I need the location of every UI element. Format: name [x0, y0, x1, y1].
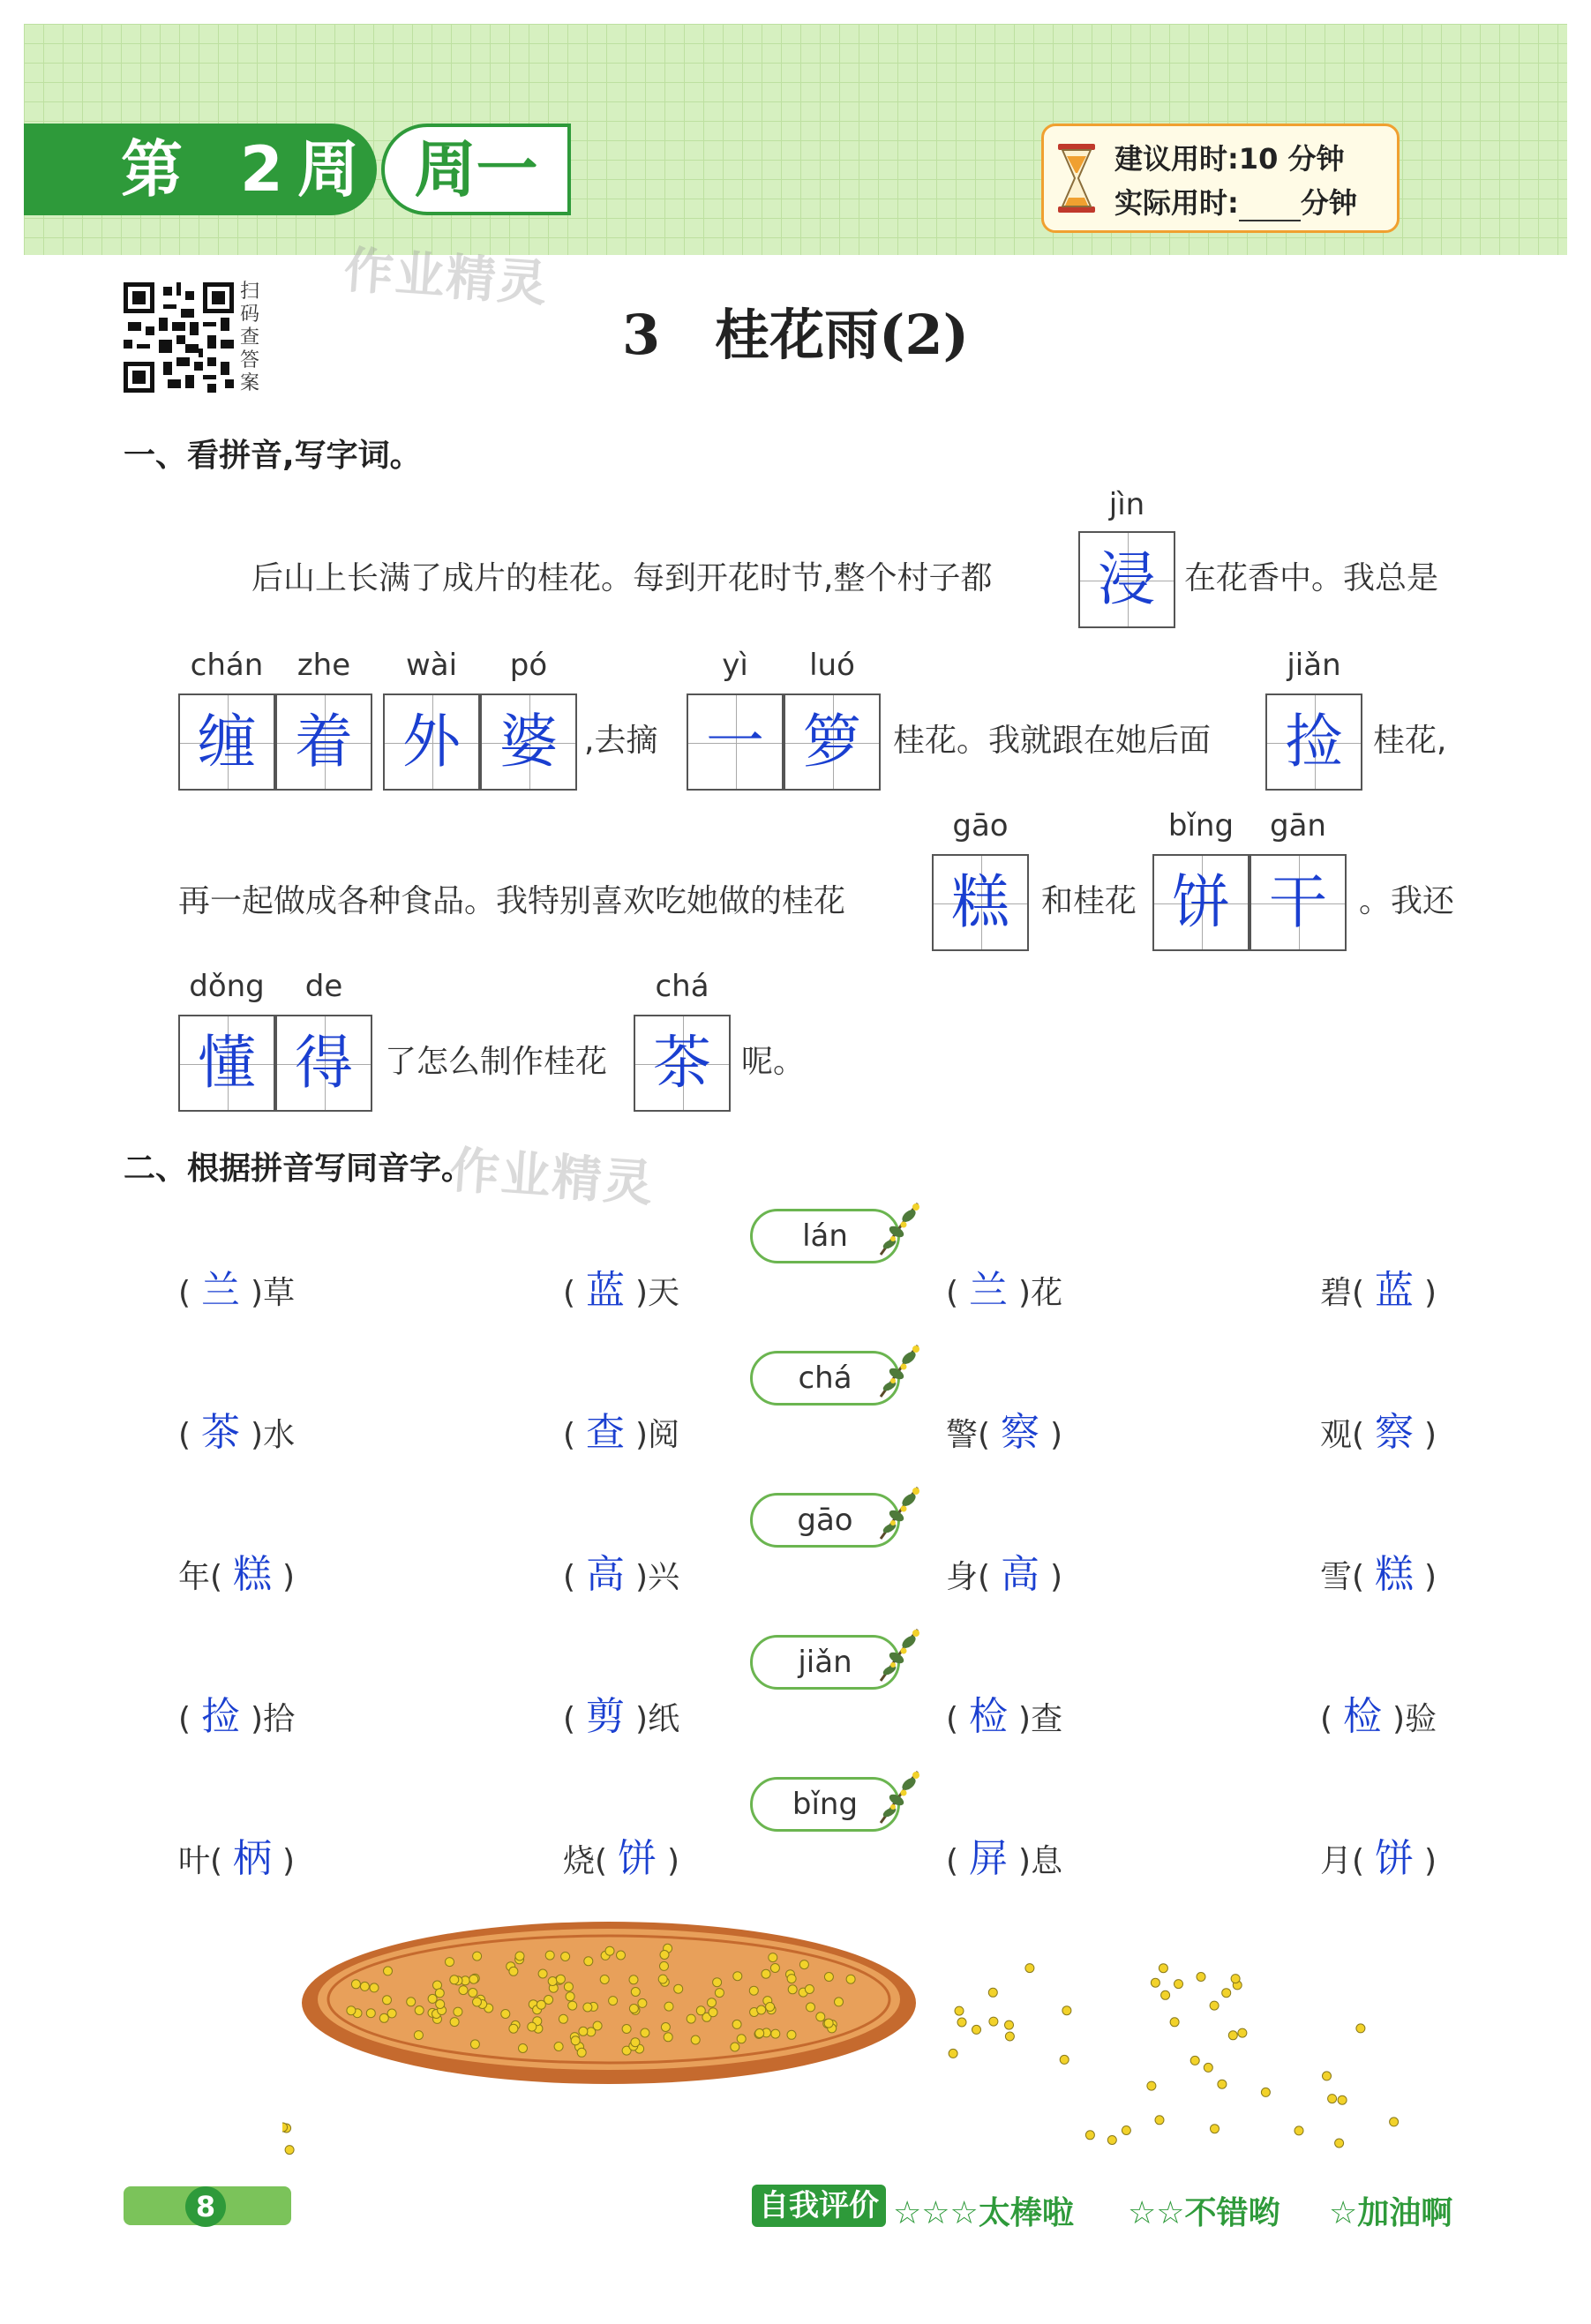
pinyin-label: gān	[1270, 808, 1326, 843]
answer-box[interactable]: 干	[1250, 854, 1347, 951]
item-suffix: )	[667, 1843, 680, 1879]
timer-box	[1041, 124, 1400, 233]
rating-good[interactable]: ☆☆不错哟	[1128, 2195, 1280, 2231]
pinyin-label: wài	[405, 648, 458, 683]
item-prefix: (	[178, 1417, 191, 1453]
item-suffix: )阅	[635, 1417, 680, 1453]
item-suffix: )草	[251, 1275, 296, 1311]
passage-text: 后山上长满了成片的桂花。每到开花时节,整个村子都	[251, 560, 993, 596]
item-suffix: )	[282, 1559, 296, 1595]
star-icon: ☆☆☆	[893, 2195, 979, 2231]
passage-text: 桂花。我就跟在她后面	[893, 723, 1212, 759]
answer-box[interactable]: 外	[383, 693, 480, 791]
passage-text: 和桂花	[1041, 883, 1137, 919]
item-suffix: )息	[1018, 1843, 1063, 1879]
week-suffix: 周	[297, 133, 359, 206]
passage-text: 呢。	[741, 1044, 806, 1080]
pinyin-label: zhe	[296, 648, 351, 683]
answer-box[interactable]: 一	[687, 693, 784, 791]
homophone-item[interactable]	[563, 1684, 679, 1741]
week-tab	[24, 124, 377, 215]
watermark: 作业精灵	[341, 241, 551, 314]
item-answer: 察	[1001, 1410, 1040, 1455]
item-answer: 糕	[1375, 1552, 1415, 1597]
homophone-item[interactable]	[946, 1400, 1062, 1457]
answer-box[interactable]: 浸	[1078, 531, 1175, 628]
pinyin-label: dǒng	[189, 969, 265, 1004]
passage-text: 再一起做成各种食品。我特别喜欢吃她做的桂花	[178, 883, 846, 919]
star-icon: ☆☆	[1128, 2195, 1185, 2231]
item-prefix: (	[563, 1559, 576, 1595]
item-suffix: )	[1424, 1417, 1437, 1453]
homophone-item[interactable]	[1320, 1826, 1437, 1883]
item-prefix: (	[563, 1275, 576, 1311]
item-suffix: )天	[635, 1275, 680, 1311]
item-suffix: )拾	[251, 1701, 296, 1737]
homophone-item[interactable]	[946, 1826, 1062, 1883]
item-prefix: (	[946, 1701, 959, 1737]
item-suffix: )兴	[635, 1559, 680, 1595]
item-answer: 检	[969, 1694, 1009, 1739]
week-prefix: 第	[121, 133, 183, 206]
item-prefix: 叶(	[178, 1843, 223, 1879]
item-prefix: (	[1320, 1701, 1333, 1737]
osmanthus-basket-illustration	[282, 1915, 1430, 2170]
timer-actual-label: 实际用时:	[1114, 186, 1239, 220]
rating-excellent[interactable]: ☆☆☆太棒啦	[893, 2195, 1074, 2231]
answer-box[interactable]: 茶	[634, 1015, 731, 1112]
answer-box[interactable]: 糕	[932, 854, 1029, 951]
item-suffix: )	[1050, 1417, 1063, 1453]
answer-box[interactable]: 缠	[178, 693, 275, 791]
answer-box[interactable]: 箩	[784, 693, 881, 791]
day-tab: 周一	[381, 124, 571, 215]
homophone-item[interactable]	[1320, 1684, 1437, 1741]
homophone-item[interactable]	[946, 1258, 1062, 1315]
homophone-item[interactable]	[563, 1826, 679, 1883]
item-prefix: 年(	[178, 1559, 223, 1595]
passage-text: 了怎么制作桂花	[385, 1044, 608, 1080]
item-answer: 高	[586, 1552, 626, 1597]
lesson-title: 3 桂花雨(2)	[622, 303, 969, 367]
item-suffix: )	[1424, 1843, 1437, 1879]
timer-actual-blank[interactable]	[1239, 195, 1301, 221]
item-answer: 茶	[201, 1410, 241, 1455]
self-eval-label: 自我评价	[752, 2185, 886, 2227]
item-answer: 饼	[1375, 1836, 1415, 1881]
section-1-heading: 一、看拼音,写字词。	[124, 438, 422, 474]
item-prefix: (	[946, 1275, 959, 1311]
item-answer: 高	[1001, 1552, 1040, 1597]
homophone-item[interactable]	[178, 1258, 295, 1315]
osmanthus-sprig-icon	[874, 1623, 927, 1684]
pinyin-label: jiǎn	[1287, 648, 1341, 683]
watermark: 作业精灵	[447, 1141, 657, 1214]
pinyin-label: yì	[722, 648, 748, 683]
pinyin-label: luó	[809, 648, 855, 683]
timer-actual-unit: 分钟	[1300, 186, 1357, 220]
item-answer: 检	[1343, 1694, 1383, 1739]
osmanthus-sprig-icon	[874, 1765, 927, 1826]
item-prefix: (	[563, 1701, 576, 1737]
pinyin-label: chá	[655, 969, 709, 1004]
homophone-item[interactable]	[946, 1542, 1062, 1599]
qr-label: 扫码查答案	[240, 281, 260, 394]
pinyin-label: gāo	[952, 808, 1009, 843]
item-suffix: )	[1424, 1559, 1437, 1595]
pinyin-label: bǐng	[1167, 808, 1235, 843]
item-answer: 捡	[201, 1694, 241, 1739]
item-prefix: 月(	[1320, 1843, 1365, 1879]
item-suffix: )纸	[635, 1701, 680, 1737]
answer-box[interactable]: 得	[275, 1015, 372, 1112]
item-suffix: )	[1050, 1559, 1063, 1595]
pinyin-bubble: bǐng	[750, 1777, 900, 1832]
item-answer: 察	[1375, 1410, 1415, 1455]
answer-box[interactable]: 懂	[178, 1015, 275, 1112]
section-2-heading: 二、根据拼音写同音字。	[124, 1151, 474, 1187]
item-answer: 柄	[233, 1836, 273, 1881]
pinyin-label: pó	[509, 648, 548, 683]
passage-text: ,去摘	[584, 723, 658, 759]
item-suffix: )验	[1392, 1701, 1437, 1737]
homophone-item[interactable]	[1320, 1258, 1437, 1315]
item-suffix: )花	[1018, 1275, 1063, 1311]
item-answer: 屏	[969, 1836, 1009, 1881]
item-prefix: 警(	[946, 1417, 991, 1453]
item-answer: 糕	[233, 1552, 273, 1597]
answer-box[interactable]: 婆	[480, 693, 577, 791]
star-icon: ☆	[1329, 2195, 1358, 2231]
homophone-item[interactable]	[946, 1684, 1062, 1741]
osmanthus-sprig-icon	[874, 1338, 927, 1400]
homophone-item[interactable]	[178, 1542, 295, 1599]
page-number: 8	[185, 2186, 226, 2227]
homophone-item[interactable]	[1320, 1542, 1437, 1599]
pinyin-bubble: lán	[750, 1209, 900, 1263]
osmanthus-sprig-icon	[874, 1481, 927, 1542]
item-suffix: )	[1424, 1275, 1437, 1311]
osmanthus-sprig-icon	[874, 1196, 927, 1258]
homophone-item[interactable]	[563, 1542, 679, 1599]
item-prefix: (	[563, 1417, 576, 1453]
pinyin-label: chán	[190, 648, 264, 683]
item-prefix: 烧(	[563, 1843, 608, 1879]
pinyin-bubble: chá	[750, 1351, 900, 1406]
answer-box[interactable]: 饼	[1152, 854, 1250, 951]
item-answer: 查	[586, 1410, 626, 1455]
item-prefix: 身(	[946, 1559, 991, 1595]
passage-text: 在花香中。我总是	[1184, 560, 1439, 596]
item-prefix: 雪(	[1320, 1559, 1365, 1595]
rating-keep-going[interactable]: ☆加油啊	[1329, 2195, 1453, 2231]
page-number-badge	[124, 2186, 291, 2225]
homophone-item[interactable]	[178, 1400, 295, 1457]
item-answer: 蓝	[586, 1268, 626, 1313]
timer-actual	[1114, 181, 1357, 221]
pinyin-bubble: jiǎn	[750, 1635, 900, 1690]
hourglass-icon	[1054, 142, 1099, 214]
answer-box[interactable]: 捡	[1265, 693, 1362, 791]
item-suffix: )水	[251, 1417, 296, 1453]
item-prefix: (	[178, 1701, 191, 1737]
item-suffix: )	[282, 1843, 296, 1879]
passage-text: 桂花,	[1373, 723, 1447, 759]
pinyin-label: de	[304, 969, 343, 1004]
item-answer: 饼	[618, 1836, 657, 1881]
homophone-item[interactable]	[563, 1400, 679, 1457]
item-answer: 剪	[586, 1694, 626, 1739]
pinyin-label: jìn	[1108, 487, 1145, 522]
passage-text: 。我还	[1359, 883, 1455, 919]
answer-box[interactable]: 着	[275, 693, 372, 791]
item-suffix: )查	[1018, 1701, 1063, 1737]
item-answer: 蓝	[1375, 1268, 1415, 1313]
item-answer: 兰	[969, 1268, 1009, 1313]
item-prefix: (	[946, 1843, 959, 1879]
item-prefix: 碧(	[1320, 1275, 1365, 1311]
pinyin-bubble: gāo	[750, 1493, 900, 1548]
week-number: 2	[240, 133, 283, 206]
item-answer: 兰	[201, 1268, 241, 1313]
homophone-item[interactable]	[1320, 1400, 1437, 1457]
homophone-item[interactable]	[178, 1826, 295, 1883]
item-prefix: (	[178, 1275, 191, 1311]
homophone-item[interactable]	[178, 1684, 295, 1741]
item-prefix: 观(	[1320, 1417, 1365, 1453]
homophone-item[interactable]	[563, 1258, 679, 1315]
timer-suggested: 建议用时:10 分钟	[1114, 142, 1345, 176]
